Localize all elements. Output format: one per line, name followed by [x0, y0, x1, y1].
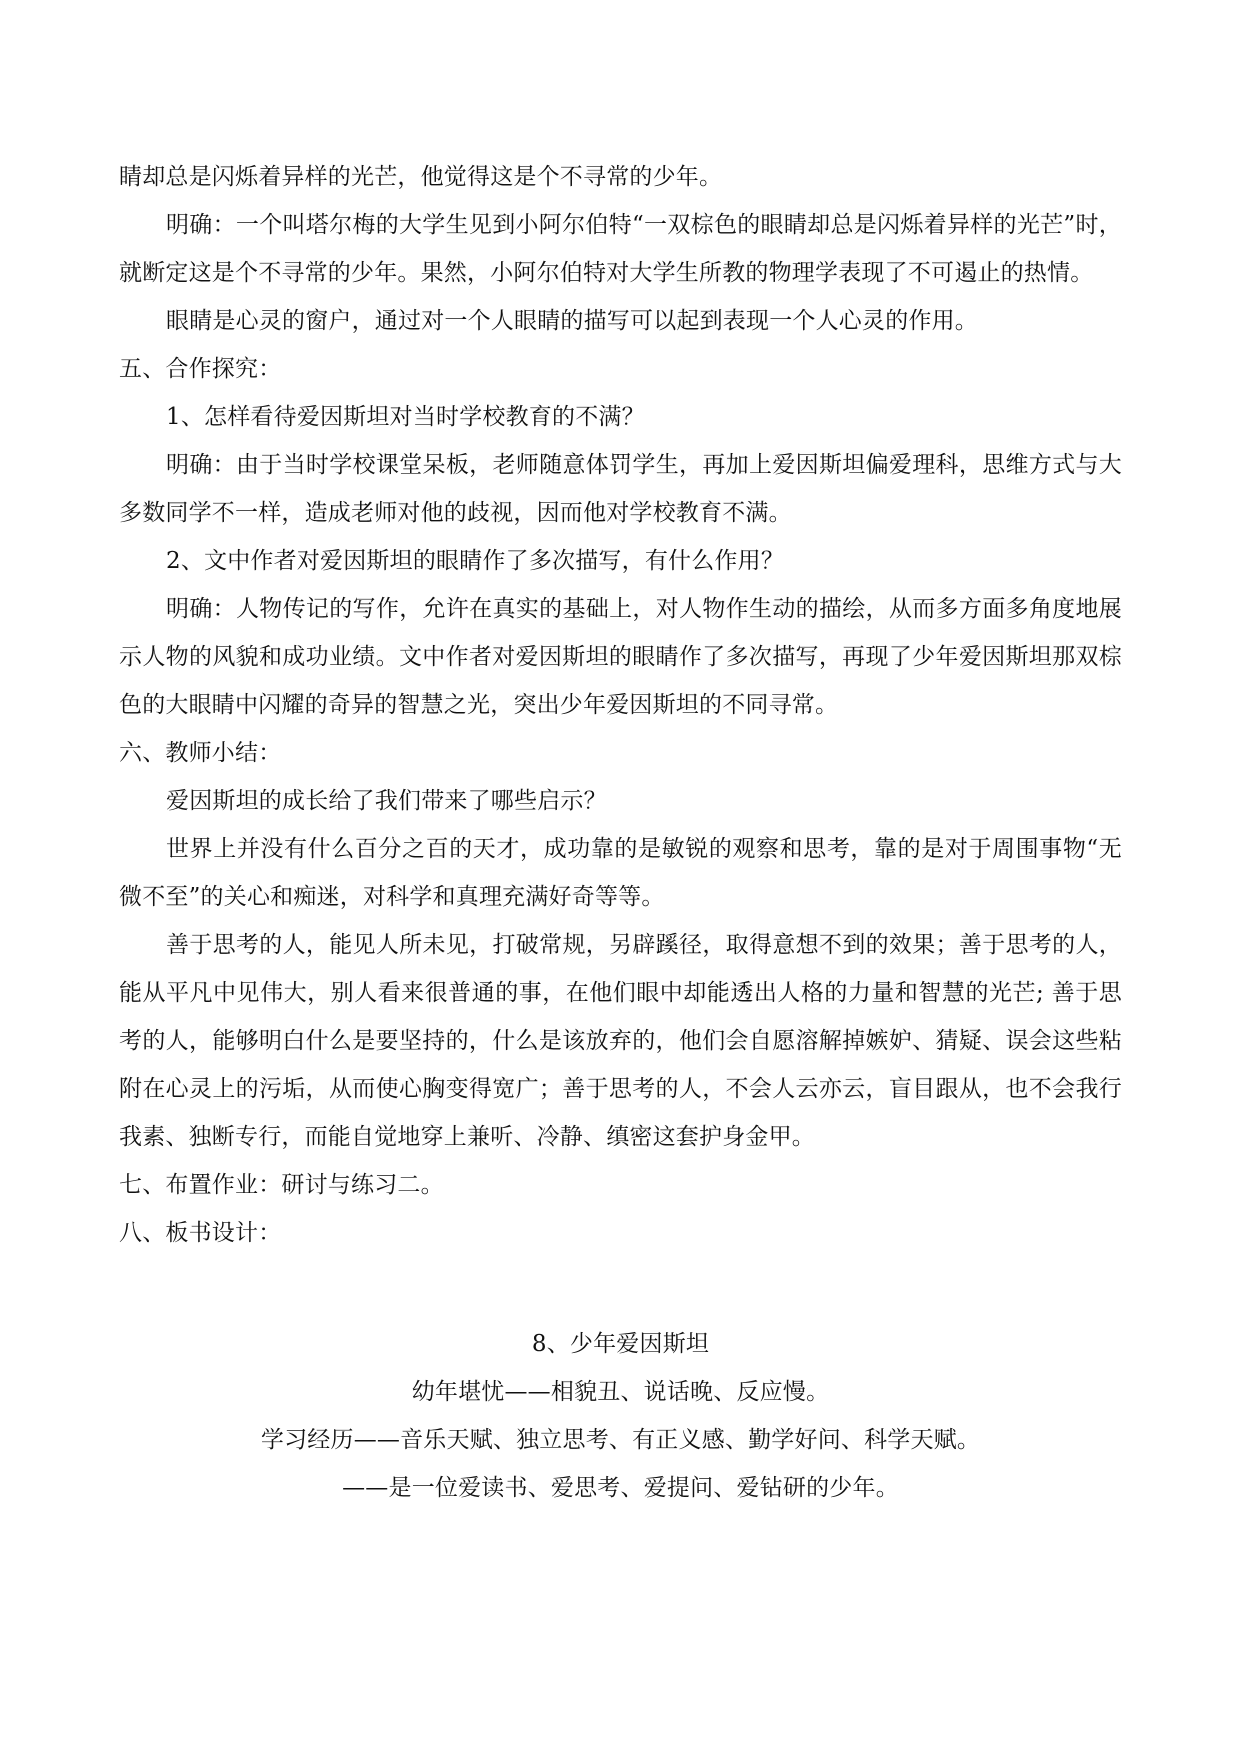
question-2: 2、文中作者对爱因斯坦的眼睛作了多次描写，有什么作用？ [166, 548, 785, 574]
paragraph-clarification-eyes: 明确：一个叫塔尔梅的大学生见到小阿尔伯特“一双棕色的眼睛却总是闪烁着异样的光芒”时，就断定这是个不寻常的少年。果然，小阿尔伯特对大学生所教的物理学表现了不可遏止的热情。 [119, 212, 1122, 286]
section-heading-teacher-summary: 六、教师小结： [119, 740, 282, 766]
board-title: 8、少年爱因斯坦 [531, 1331, 710, 1357]
board-design [119, 1320, 1122, 1512]
section-heading-board-design: 八、板书设计： [119, 1220, 282, 1246]
section-heading-homework: 七、布置作业：研讨与练习二。 [119, 1172, 444, 1198]
board-line-learning: 学习经历——音乐天赋、独立思考、有正义感、勤学好问、科学天赋。 [260, 1427, 981, 1453]
answer-1: 明确：由于当时学校课堂呆板，老师随意体罚学生，再加上爱因斯坦偏爱理科，思维方式与大多数同学不一样，造成老师对他的歧视，因而他对学校教育不满。 [119, 452, 1122, 526]
paragraph-eyes-window: 眼睛是心灵的窗户，通过对一个人眼睛的描写可以起到表现一个人心灵的作用。 [166, 308, 978, 334]
question-1: 1、怎样看待爱因斯坦对当时学校教育的不满？ [166, 404, 645, 430]
board-line-childhood: 幼年堪忧——相貌丑、说话晚、反应慢。 [411, 1379, 830, 1405]
summary-paragraph-thinking: 善于思考的人，能见人所未见，打破常规，另辟蹊径，取得意想不到的效果；善于思考的人，能从平凡中见伟大，别人看来很普通的事，在他们眼中却能透出人格的力量和智慧的光芒; 善于思考的人，能够明白什么是要坚持的，什么是该放弃的，他们会自愿溶解掉嫉妒、猜疑、误会这些粘附在心灵上的污垢，从而使心胸变得宽广；善于思考的人，不会人云亦云，盲目跟从，也不会我行我素、独断专行，而能自觉地穿上兼听、冷静、缜密这套护身金甲。 [119, 932, 1122, 1150]
section-heading-cooperative-inquiry: 五、合作探究： [119, 356, 282, 382]
paragraph-continuation: 睛却总是闪烁着异样的光芒，他觉得这是个不寻常的少年。 [119, 164, 723, 190]
lesson-body [119, 153, 1122, 1257]
summary-question: 爱因斯坦的成长给了我们带来了哪些启示？ [166, 788, 607, 814]
summary-paragraph-genius: 世界上并没有什么百分之百的天才，成功靠的是敏锐的观察和思考，靠的是对于周围事物“无微不至”的关心和痴迷，对科学和真理充满好奇等等。 [119, 836, 1122, 910]
answer-2: 明确：人物传记的写作，允许在真实的基础上，对人物作生动的描绘，从而多方面多角度地展示人物的风貌和成功业绩。文中作者对爱因斯坦的眼睛作了多次描写，再现了少年爱因斯坦那双棕色的大眼睛中闪耀的奇异的智慧之光，突出少年爱因斯坦的不同寻常。 [119, 596, 1122, 718]
board-line-conclusion: ——是一位爱读书、爱思考、爱提问、爱钻研的少年。 [342, 1475, 899, 1501]
